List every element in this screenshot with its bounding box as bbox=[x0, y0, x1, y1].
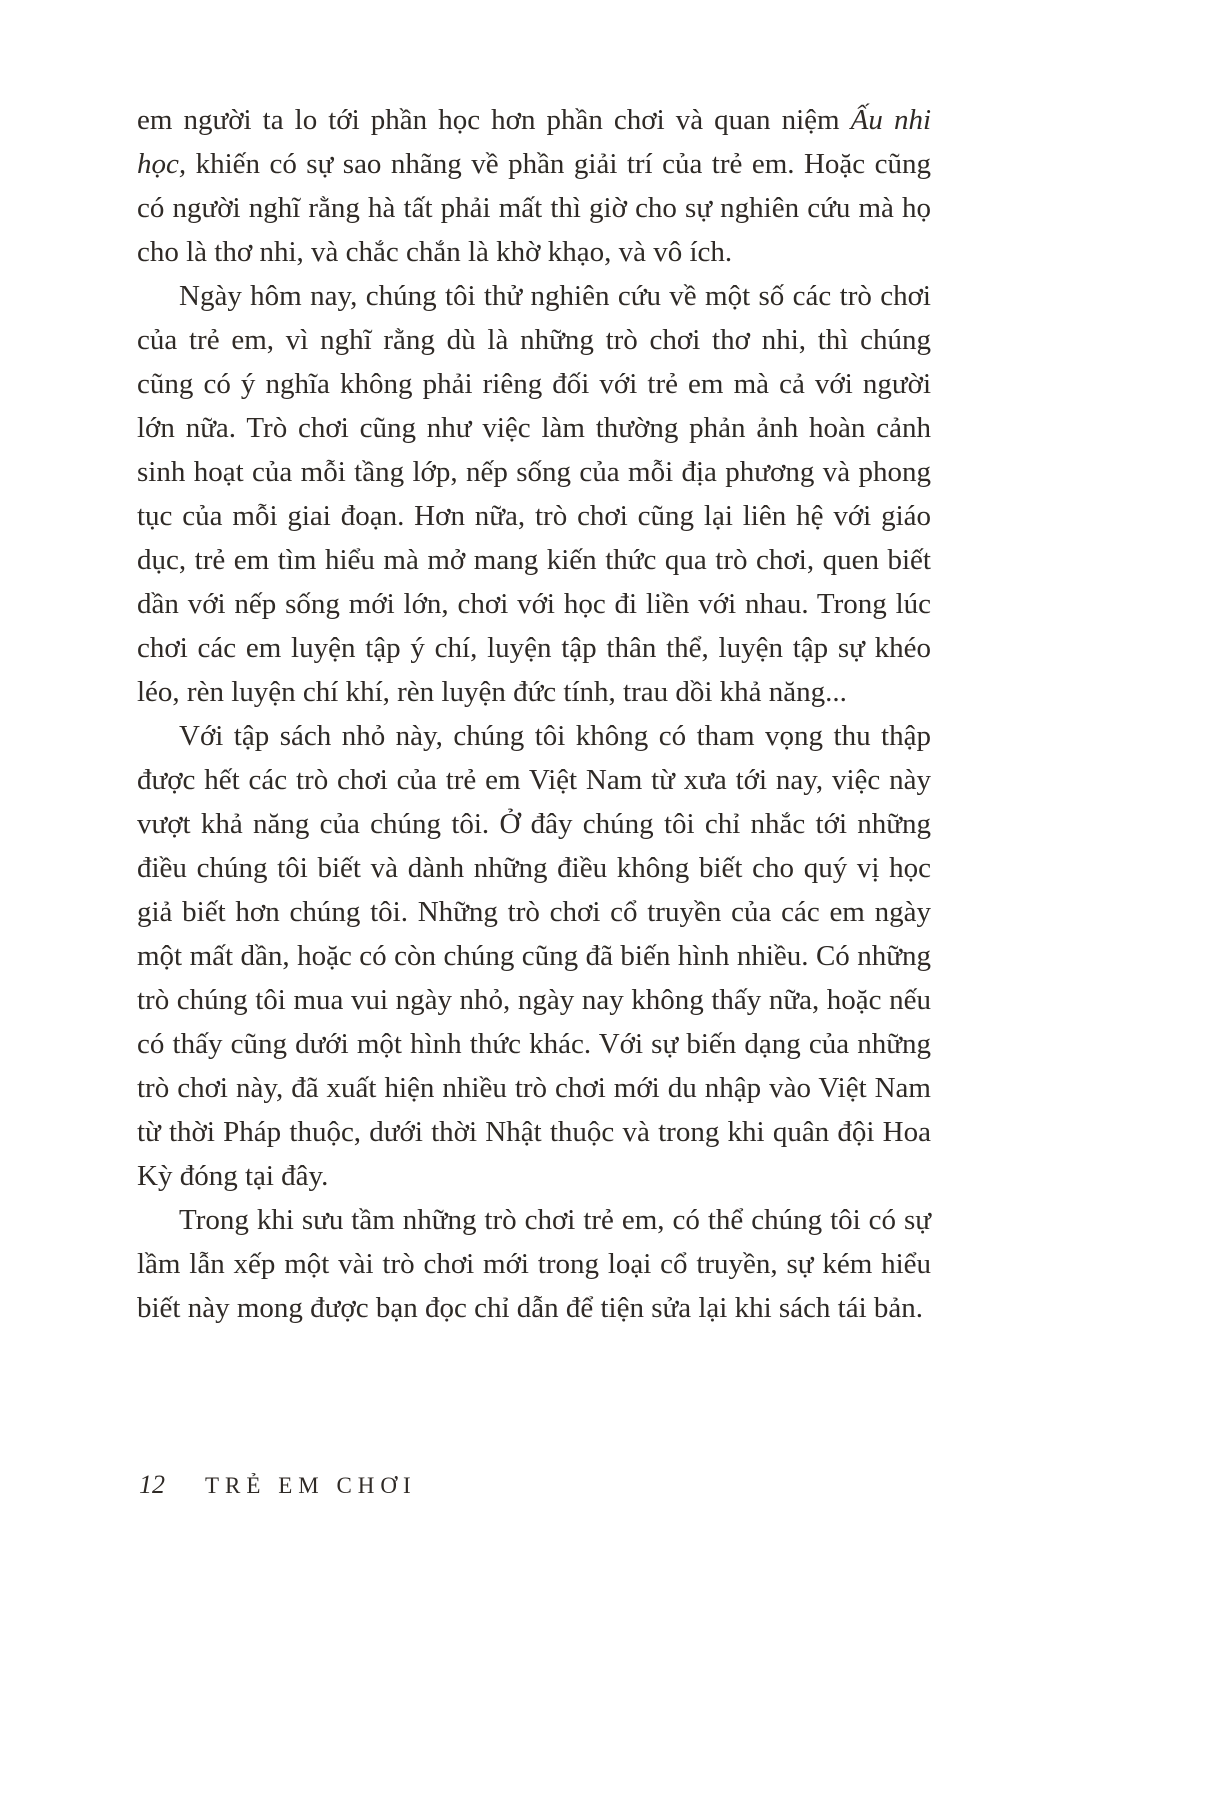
paragraph-text: khiến có sự sao nhãng về phần giải trí của trẻ em. Hoặc cũng có người nghĩ rằng hà tất phải mất thì giờ cho sự nghiên cứu mà họ cho là thơ nhi, và chắc chắn là khờ khạo, và vô ích. bbox=[137, 148, 931, 268]
running-title: TRẺ EM CHƠI bbox=[205, 1473, 417, 1498]
paragraph bbox=[137, 274, 931, 714]
body-text bbox=[137, 98, 931, 1330]
paragraph-text: em người ta lo tới phần học hơn phần chơi và quan niệm bbox=[137, 104, 851, 136]
paragraph bbox=[137, 1198, 931, 1330]
page-number: 12 bbox=[139, 1470, 165, 1499]
paragraph-text-italic: Ấu nhi học, bbox=[137, 104, 932, 180]
paragraph bbox=[137, 98, 931, 274]
paragraph-text: Trong khi sưu tầm những trò chơi trẻ em, có thể chúng tôi có sự lầm lẫn xếp một vài trò chơi mới trong loại cổ truyền, sự kém hiểu biết này mong được bạn đọc chỉ dẫn để tiện sửa lại khi sách tái bản. bbox=[137, 1204, 931, 1324]
paragraph-text: Ngày hôm nay, chúng tôi thử nghiên cứu về một số các trò chơi của trẻ em, vì nghĩ rằng dù là những trò chơi thơ nhi, thì chúng cũng có ý nghĩa không phải riêng đối với trẻ em mà cả với người lớn nữa. Trò chơi cũng như việc làm thường phản ảnh hoàn cảnh sinh hoạt của mỗi tầng lớp, nếp sống của mỗi địa phương và phong tục của mỗi giai đoạn. Hơn nữa, trò chơi cũng lại liên hệ với giáo dục, trẻ em tìm hiểu mà mở mang kiến thức qua trò chơi, quen biết dần với nếp sống mới lớn, chơi với học đi liền với nhau. Trong lúc chơi các em luyện tập ý chí, luyện tập thân thể, luyện tập sự khéo léo, rèn luyện chí khí, rèn luyện đức tính, trau dồi khả năng... bbox=[137, 280, 931, 708]
page-footer bbox=[139, 1470, 417, 1500]
paragraph-text: Với tập sách nhỏ này, chúng tôi không có tham vọng thu thập được hết các trò chơi của trẻ em Việt Nam từ xưa tới nay, việc này vượt khả năng của chúng tôi. Ở đây chúng tôi chỉ nhắc tới những điều chúng tôi biết và dành những điều không biết cho quý vị học giả biết hơn chúng tôi. Những trò chơi cổ truyền của các em ngày một mất dần, hoặc có còn chúng cũng đã biến hình nhiều. Có những trò chúng tôi mua vui ngày nhỏ, ngày nay không thấy nữa, hoặc nếu có thấy cũng dưới một hình thức khác. Với sự biến dạng của những trò chơi này, đã xuất hiện nhiều trò chơi mới du nhập vào Việt Nam từ thời Pháp thuộc, dưới thời Nhật thuộc và trong khi quân đội Hoa Kỳ đóng tại đây. bbox=[137, 720, 931, 1192]
paragraph bbox=[137, 714, 931, 1198]
